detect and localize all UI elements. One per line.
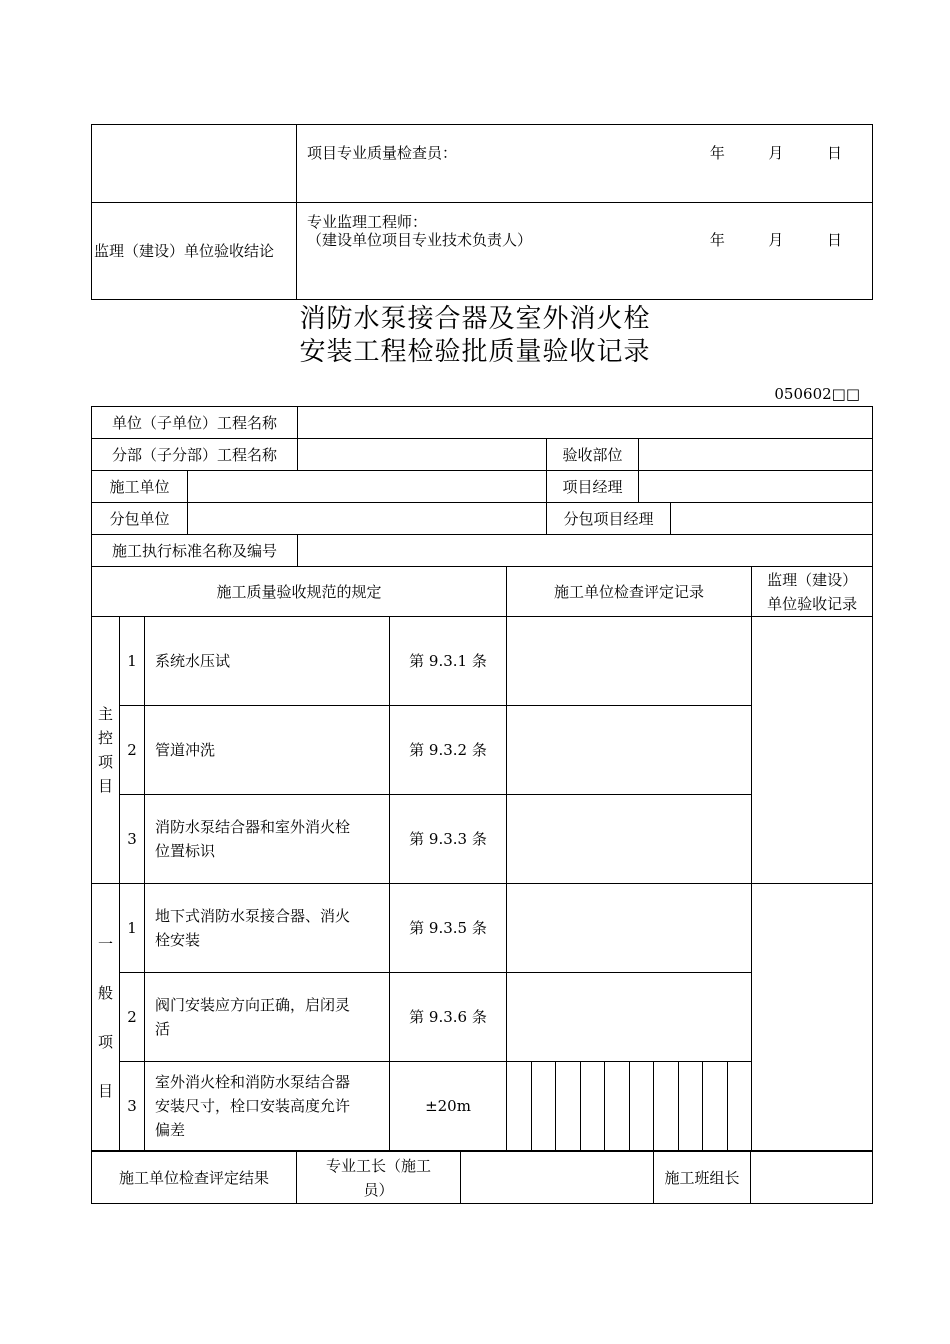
measurement-cell[interactable]	[703, 1062, 728, 1151]
engineer-label: 专业监理工程师：	[307, 213, 428, 231]
general-supervision-record[interactable]	[752, 884, 873, 1151]
acceptance-part-value[interactable]	[639, 439, 873, 471]
engineer-cell	[297, 203, 873, 300]
item-description: 消防水泵结合器和室外消火栓 位置标识	[145, 795, 390, 884]
standard-name-value[interactable]	[298, 535, 873, 567]
measurement-cell[interactable]	[581, 1062, 605, 1151]
subcontract-manager-value[interactable]	[671, 503, 873, 535]
measurement-cell[interactable]	[605, 1062, 630, 1151]
standard-name-label: 施工执行标准名称及编号	[92, 535, 298, 567]
items-table	[91, 566, 873, 1151]
spec-column-header: 施工质量验收规范的规定	[92, 567, 507, 617]
sub-project-name-label: 分部（子分部）工程名称	[92, 439, 298, 471]
item-description: 地下式消防水泵接合器、消火 栓安装	[145, 884, 390, 973]
title-line-2: 安装工程检验批质量验收记录	[299, 337, 651, 367]
acceptance-part-label: 验收部位	[547, 439, 639, 471]
item-clause: 第 9.3.3 条	[390, 795, 507, 884]
item-number: 2	[120, 973, 145, 1062]
supervision-column-header: 监理（建设） 单位验收记录	[752, 567, 873, 617]
item-description: 室外消火栓和消防水泵结合器 安装尺寸，栓口安装高度允许 偏差	[145, 1062, 390, 1151]
footer-table	[91, 1151, 873, 1204]
unit-project-name-value[interactable]	[298, 407, 873, 439]
main-items-label: 主 控 项 目	[92, 617, 120, 884]
item-number: 3	[120, 795, 145, 884]
item-clause: 第 9.3.2 条	[390, 706, 507, 795]
check-record-cell[interactable]	[507, 617, 752, 706]
check-record-cell[interactable]	[507, 884, 752, 973]
item-description: 管道冲洗	[145, 706, 390, 795]
unit-project-name-label: 单位（子单位）工程名称	[92, 407, 298, 439]
page-title	[0, 303, 950, 369]
sub-project-name-value[interactable]	[298, 439, 547, 471]
item-number: 2	[120, 706, 145, 795]
item-clause: ±20m	[390, 1062, 507, 1151]
measurement-cell[interactable]	[679, 1062, 703, 1151]
check-record-column-header: 施工单位检查评定记录	[507, 567, 752, 617]
measurement-cell[interactable]	[630, 1062, 654, 1151]
check-record-cell[interactable]	[507, 706, 752, 795]
construction-unit-label: 施工单位	[92, 471, 188, 503]
item-number: 1	[120, 884, 145, 973]
check-record-cell[interactable]	[507, 795, 752, 884]
general-items-label: 一 般 项 目	[92, 884, 120, 1151]
top-signature-table	[91, 124, 873, 300]
subcontract-unit-label: 分包单位	[92, 503, 188, 535]
item-number: 3	[120, 1062, 145, 1151]
header-table	[91, 406, 873, 567]
engineer-date: 年 月 日	[709, 231, 842, 249]
inspector-cell	[297, 125, 873, 203]
subcontract-manager-label: 分包项目经理	[547, 503, 671, 535]
item-clause: 第 9.3.5 条	[390, 884, 507, 973]
item-description: 系统水压试	[145, 617, 390, 706]
project-manager-label: 项目经理	[547, 471, 639, 503]
item-description: 阀门安装应方向正确，启闭灵 活	[145, 973, 390, 1062]
measurement-cell[interactable]	[728, 1062, 752, 1151]
subcontract-unit-value[interactable]	[188, 503, 547, 535]
construction-result-label: 施工单位检查评定结果	[92, 1152, 297, 1204]
item-number: 1	[120, 617, 145, 706]
measurement-cell[interactable]	[507, 1062, 532, 1151]
measurement-cell[interactable]	[654, 1062, 679, 1151]
check-record-cell[interactable]	[507, 973, 752, 1062]
team-leader-label: 施工班组长	[654, 1152, 751, 1204]
foreman-label: 专业工长（施工 员）	[297, 1152, 461, 1204]
inspector-date: 年 月 日	[709, 143, 842, 162]
measurement-cell[interactable]	[532, 1062, 556, 1151]
item-clause: 第 9.3.6 条	[390, 973, 507, 1062]
project-manager-value[interactable]	[639, 471, 873, 503]
main-supervision-record[interactable]	[752, 617, 873, 884]
measurement-cell[interactable]	[556, 1062, 581, 1151]
item-clause: 第 9.3.1 条	[390, 617, 507, 706]
inspector-label: 项目专业质量检查员：	[307, 143, 458, 162]
supervision-conclusion-label: 监理（建设）单位验收结论	[92, 203, 297, 300]
title-line-1: 消防水泵接合器及室外消火栓	[299, 304, 651, 334]
engineer-note: （建设单位项目专业技术负责人）	[307, 231, 533, 249]
form-code: 050602□□	[774, 385, 860, 403]
construction-unit-value[interactable]	[188, 471, 547, 503]
foreman-value[interactable]	[461, 1152, 654, 1204]
team-leader-value[interactable]	[751, 1152, 873, 1204]
top-left-blank	[92, 125, 297, 203]
